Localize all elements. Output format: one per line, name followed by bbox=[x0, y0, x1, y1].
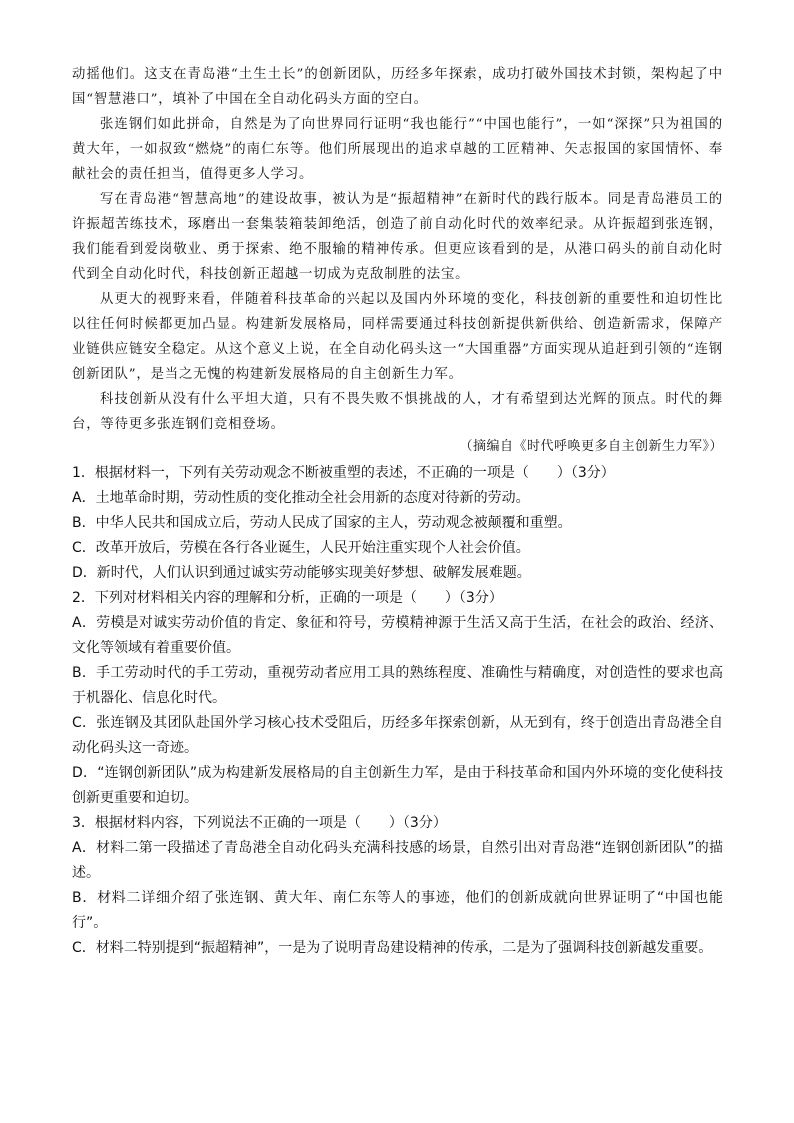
question-1-option-b: B．中华人民共和国成立后，劳动人民成了国家的主人，劳动观念被颠覆和重塑。 bbox=[72, 515, 572, 531]
question-1-option-a: A．土地革命时期，劳动性质的变化推动全社会用新的态度对待新的劳动。 bbox=[72, 490, 530, 506]
passage-paragraph-2: 张连钢们如此拼命，自然是为了向世界同行证明“我也能行”“中国也能行”，一如“深探”只为祖国的黄大年，一如叔致“燃烧”的南仁东等。他们所展现出的追求卓越的工匠精神、矢志报国的家国情怀、奉献社会的责任担当，值得更多人学习。 bbox=[72, 117, 723, 182]
question-2-option-c: C．张连钢及其团队赴国外学习核心技术受阻后，历经多年探索创新，从无到有，终于创造出青岛港全自动化码头这一奇迹。 bbox=[72, 715, 723, 756]
question-1-stem: 1．根据材料一，下列有关劳动观念不断被重塑的表述，不正确的一项是（ ）（3分） bbox=[72, 465, 615, 481]
question-3-option-b: B．材料二详细介绍了张连钢、黄大年、南仁东等人的事迹，他们的创新成就向世界证明了“中国也能行”。 bbox=[72, 890, 723, 931]
question-3-stem: 3．根据材料内容，下列说法不正确的一项是（ ）（3分） bbox=[72, 815, 447, 831]
passage-paragraph-3: 写在青岛港“智慧高地”的建设故事，被认为是“振超精神”在新时代的践行版本。同是青岛港员工的许振超苦练技术，琢磨出一套集装箱装卸绝活，创造了前自动化时代的效率纪录。从许振超到张连钢，我们能看到爱岗敬业、勇于探索、绝不服输的精神传承。但更应该看到的是，从港口码头的前自动化时代到全自动化时代，科技创新正超越一切成为克敌制胜的法宝。 bbox=[72, 192, 723, 282]
question-3-option-c: C．材料二特别提到“振超精神”，一是为了说明青岛建设精神的传承，二是为了强调科技创新越发重要。 bbox=[72, 940, 713, 956]
question-2-option-b: B．手工劳动时代的手工劳动，重视劳动者应用工具的熟练程度、准确性与精确度，对创造性的要求也高于机器化、信息化时代。 bbox=[72, 665, 723, 706]
passage-paragraph-5: 科技创新从没有什么平坦大道，只有不畏失败不惧挑战的人，才有希望到达光辉的顶点。时代的舞台，等待更多张连钢们竞相登场。 bbox=[72, 392, 723, 432]
question-1-option-d: D．新时代，人们认识到通过诚实劳动能够实现美好梦想、破解发展难题。 bbox=[72, 565, 531, 581]
passage-paragraph-1: 动摇他们。这支在青岛港“土生土长”的创新团队，历经多年探索，成功打破外国技术封锁，架构起了中国“智慧港口”，填补了中国在全自动化码头方面的空白。 bbox=[72, 67, 723, 107]
question-2-option-a: A．劳模是对诚实劳动价值的肯定、象征和符号，劳模精神源于生活又高于生活，在社会的政治、经济、文化等领域有着重要价值。 bbox=[72, 615, 723, 656]
passage-paragraph-4: 从更大的视野来看，伴随着科技革命的兴起以及国内外环境的变化，科技创新的重要性和迫切性比以往任何时候都更加凸显。构建新发展格局，同样需要通过科技创新提供新供给、创造新需求，保障产业链供应链安全稳定。从这个意义上说，在全自动化码头这一“大国重器”方面实现从追赶到引领的“连钢创新团队”，是当之无愧的构建新发展格局的自主创新生力军。 bbox=[72, 292, 723, 382]
question-3-option-a: A．材料二第一段描述了青岛港全自动化码头充满科技感的场景，自然引出对青岛港“连钢创新团队”的描述。 bbox=[72, 840, 723, 881]
question-2-stem: 2．下列对材料相关内容的理解和分析，正确的一项是（ ）（3分） bbox=[72, 590, 503, 606]
question-1-option-c: C．改革开放后，劳模在各行各业诞生，人民开始注重实现个人社会价值。 bbox=[72, 540, 530, 556]
passage-source: （摘编自《时代呼唤更多自主创新生力军》） bbox=[459, 439, 723, 454]
question-2-option-d: D．“连钢创新团队”成为构建新发展格局的自主创新生力军，是由于科技革命和国内外环境的变化使科技创新更重要和迫切。 bbox=[72, 765, 723, 806]
